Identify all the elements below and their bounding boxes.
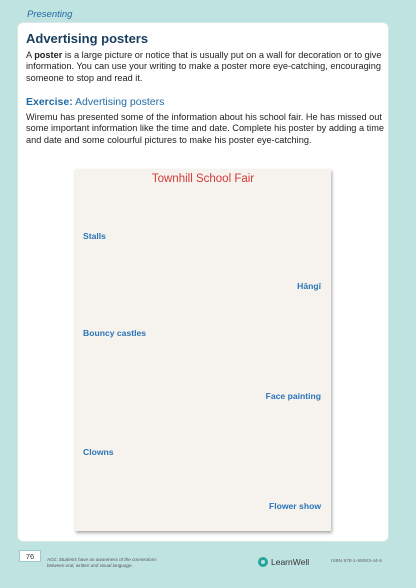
exercise-title: Advertising posters [72, 96, 165, 108]
exercise-heading [26, 96, 164, 108]
poster[interactable] [75, 169, 331, 531]
intro-keyword: poster [34, 50, 63, 60]
page-number: 76 [19, 550, 41, 562]
poster-item-flower-show: Flower show [268, 501, 321, 511]
exercise-label: Exercise: [26, 96, 73, 108]
intro-prefix: A [26, 50, 35, 60]
poster-item-face-painting: Face painting [265, 391, 321, 401]
brand-name: LearnWell [271, 557, 310, 567]
poster-item-bouncy-castles: Bouncy castles [83, 328, 147, 338]
section-label: Presenting [27, 9, 73, 20]
poster-item-clowns: Clowns [83, 447, 114, 457]
curriculum-note: AO1: Students have an awareness of the connections between oral, written and visual language. [47, 557, 157, 568]
intro-text: is a large picture or notice that is usually put on a wall for decoration or to give information. You can use your writing to make a poster more eye-catching, encouraging someone to stop and read it. [26, 50, 382, 83]
poster-item-stalls: Stalls [83, 231, 106, 241]
content-card [17, 22, 389, 542]
page-title: Advertising posters [26, 31, 149, 46]
isbn: ISBN 978-1-99003-44-9 [331, 559, 382, 564]
poster-title: Townhill School Fair [151, 173, 255, 185]
poster-item-hangi: Hāngī [297, 281, 321, 291]
intro-paragraph [26, 50, 382, 84]
exercise-instructions: Wiremu has presented some of the information about his school fair. He has missed out some important information like the time and date. Complete his poster by adding a time and date and some colourful pictures to make his poster eye-catching. [26, 112, 384, 145]
learnwell-logo-icon [258, 557, 268, 567]
brand-logo [258, 557, 309, 567]
